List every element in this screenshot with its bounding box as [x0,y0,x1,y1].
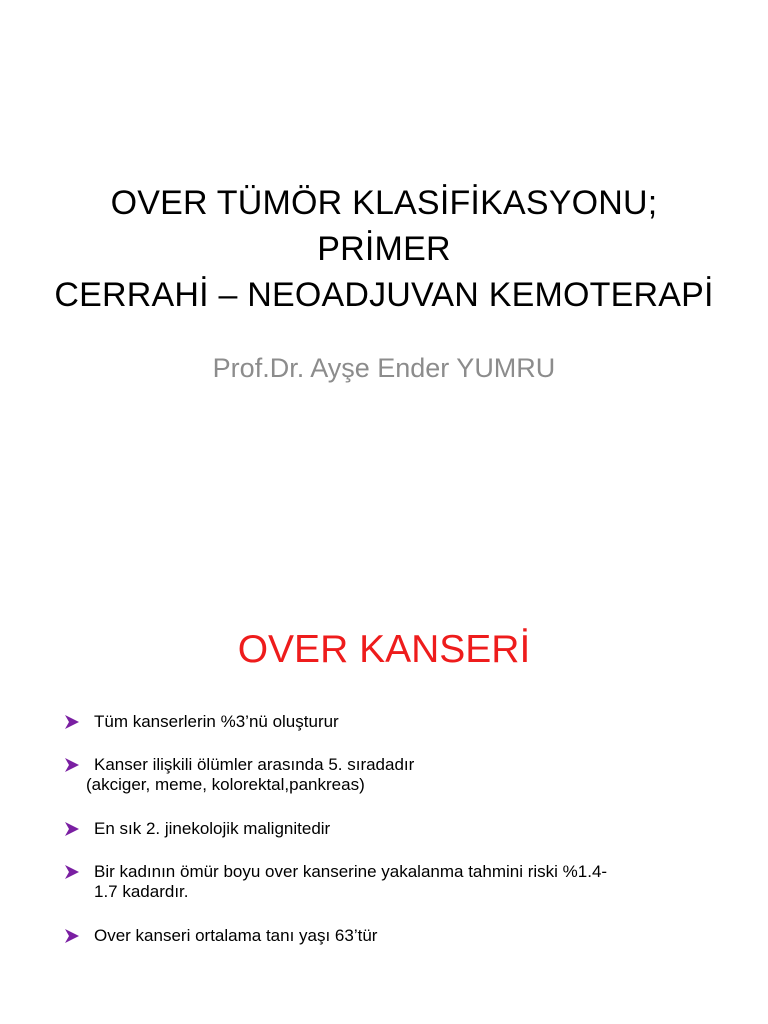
bullet-subtext: 1.7 kadardır. [94,882,189,901]
bullet-item [64,712,714,732]
bullet-item [64,926,714,946]
arrow-bullet-icon [64,713,80,731]
slide-title [40,180,728,318]
bullet-text: Over kanseri ortalama tanı yaşı 63’tür [94,926,378,945]
slide-title-line-2: CERRAHİ – NEOADJUVAN KEMOTERAPİ [54,276,714,314]
bullet-subtext: (akciger, meme, kolorektal,pankreas) [86,775,365,794]
arrow-bullet-icon [64,863,80,881]
slide-title-line-1: OVER TÜMÖR KLASİFİKASYONU; PRİMER [110,184,658,268]
bullet-text: Bir kadının ömür boyu over kanserine yakalanma tahmini riski %1.4- [94,862,608,881]
bullet-text: Kanser ilişkili ölümler arasında 5. sıradadır [94,755,415,774]
bullet-list [64,712,714,946]
bullet-text: En sık 2. jinekolojik malignitedir [94,819,331,838]
section-heading: OVER KANSERİ [237,628,531,671]
arrow-bullet-icon [64,820,80,838]
bullet-item [64,862,714,902]
arrow-bullet-icon [64,927,80,945]
slide-subtitle: Prof.Dr. Ayşe Ender YUMRU [212,353,556,383]
arrow-bullet-icon [64,756,80,774]
bullet-item [64,819,714,839]
bullet-text: Tüm kanserlerin %3’nü oluşturur [94,712,339,731]
bullet-item [64,755,714,795]
